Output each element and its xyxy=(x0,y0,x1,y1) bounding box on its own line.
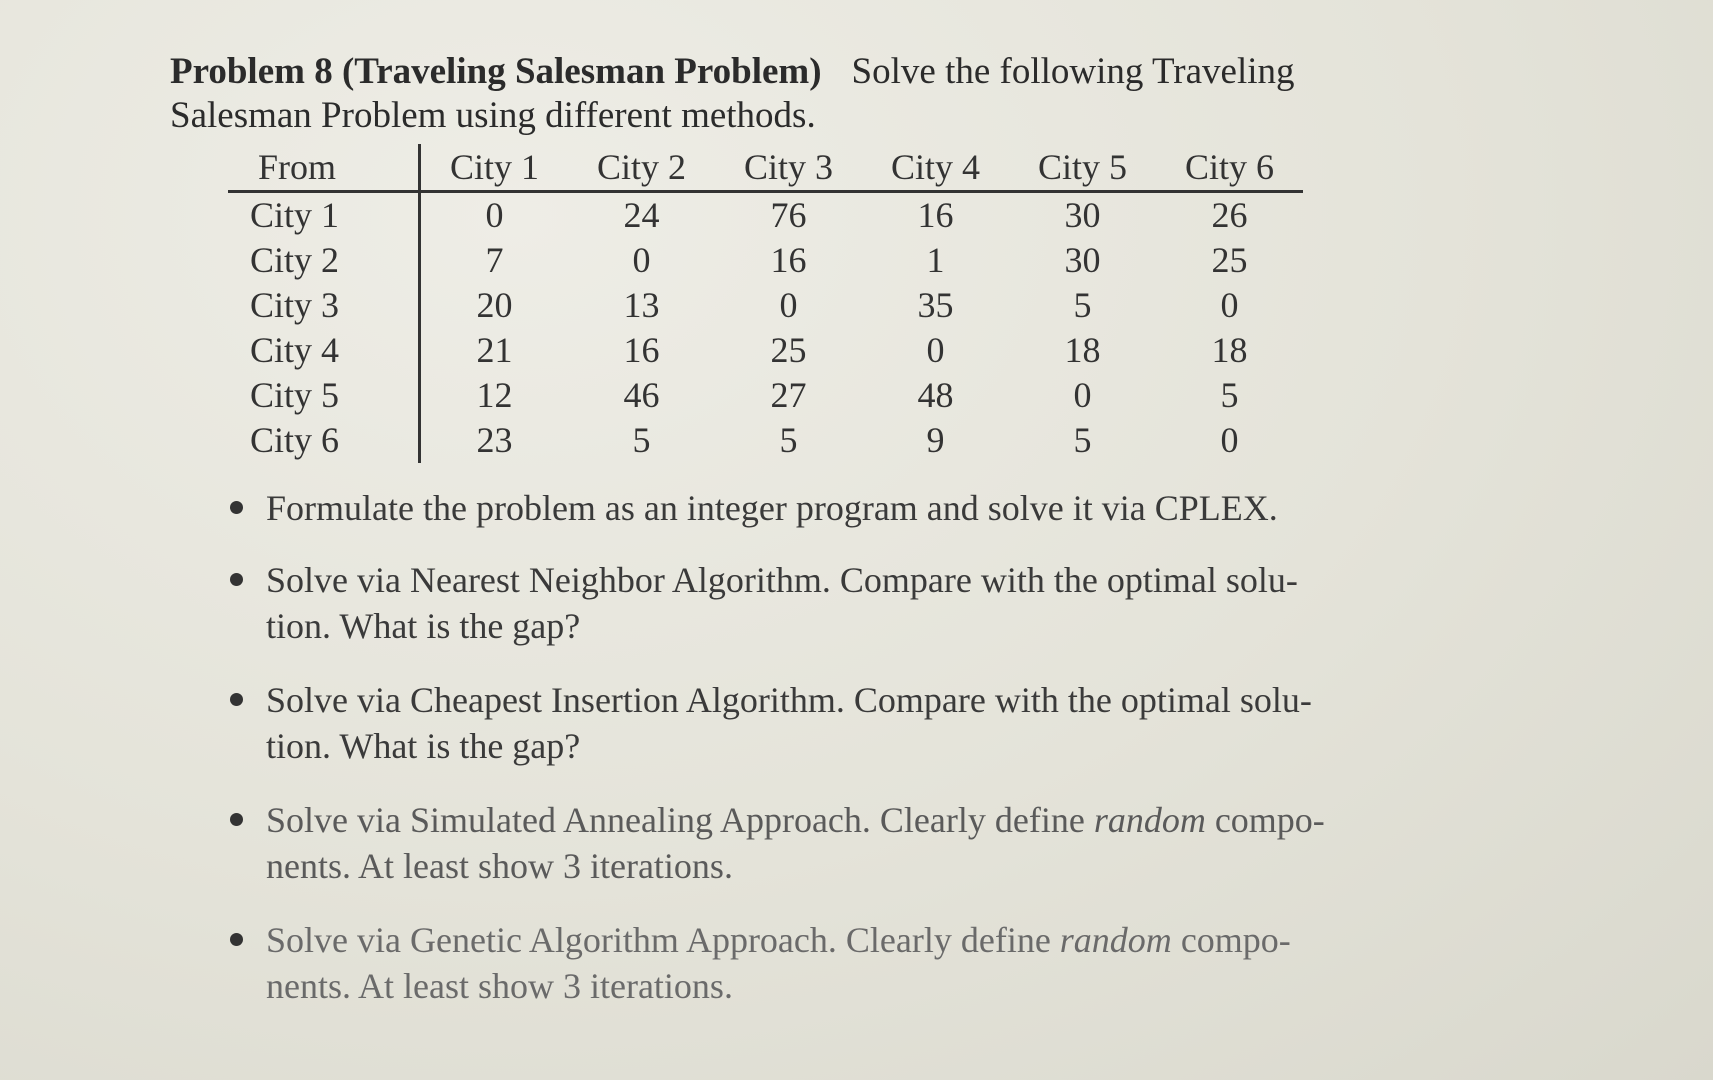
bullet-icon xyxy=(230,813,243,826)
table-cell: 26 xyxy=(1211,195,1248,235)
table-cell: 27 xyxy=(770,375,807,415)
problem-intro-line1: Solve the following Traveling xyxy=(851,51,1295,92)
table-cell: 0 xyxy=(779,285,798,325)
table-cell: 20 xyxy=(476,285,513,325)
table-cell: 7 xyxy=(485,240,504,280)
column-header: City 3 xyxy=(715,144,862,192)
table-cell: 30 xyxy=(1064,240,1101,280)
list-item xyxy=(230,797,1470,889)
row-label: City 4 xyxy=(228,328,420,373)
emphasis-random: random xyxy=(1093,800,1206,840)
table-row xyxy=(228,418,1303,463)
list-item xyxy=(230,677,1470,769)
task-text-continued: tion. What is the gap? xyxy=(266,606,581,646)
table-cell: 23 xyxy=(476,420,513,460)
problem-title: Problem 8 (Traveling Salesman Problem) xyxy=(170,51,822,92)
table-cell: 13 xyxy=(623,285,660,325)
table-header-row xyxy=(228,144,1303,192)
table-cell: 0 xyxy=(1220,420,1239,460)
task-text: Solve via Genetic Algorithm Approach. Clearly define random compo- xyxy=(266,920,1291,960)
table-row xyxy=(228,328,1303,373)
table-cell: 0 xyxy=(1073,375,1092,415)
table-cell: 5 xyxy=(632,420,651,460)
table-cell: 30 xyxy=(1064,195,1101,235)
table-cell: 24 xyxy=(623,195,660,235)
table-cell: 46 xyxy=(623,375,660,415)
emphasis-random: random xyxy=(1059,920,1172,960)
column-header: City 2 xyxy=(568,144,715,192)
column-header: City 1 xyxy=(420,144,569,192)
table-cell: 76 xyxy=(770,195,807,235)
list-item xyxy=(230,485,1470,531)
list-item xyxy=(230,557,1470,649)
table-row xyxy=(228,192,1303,239)
table-cell: 1 xyxy=(926,240,945,280)
table-row xyxy=(228,238,1303,283)
table-cell: 18 xyxy=(1064,330,1101,370)
table-cell: 48 xyxy=(917,375,954,415)
task-text-continued: tion. What is the gap? xyxy=(266,726,581,766)
bullet-icon xyxy=(230,693,243,706)
table-cell: 16 xyxy=(623,330,660,370)
table-cell: 21 xyxy=(476,330,513,370)
table-cell: 0 xyxy=(485,195,504,235)
table-cell: 5 xyxy=(1073,420,1092,460)
table-cell: 16 xyxy=(770,240,807,280)
task-text: Formulate the problem as an integer program and solve it via CPLEX. xyxy=(266,488,1278,528)
table-cell: 25 xyxy=(1211,240,1248,280)
problem-intro-line2: Salesman Problem using different methods. xyxy=(170,95,816,136)
task-text: Solve via Nearest Neighbor Algorithm. Compare with the optimal solu- xyxy=(266,560,1298,600)
table-cell: 16 xyxy=(917,195,954,235)
table-cell: 5 xyxy=(1220,375,1239,415)
table-cell: 0 xyxy=(1220,285,1239,325)
table-cell: 12 xyxy=(476,375,513,415)
column-header: City 6 xyxy=(1156,144,1303,192)
row-label: City 1 xyxy=(228,192,420,239)
distance-table xyxy=(228,144,1303,463)
table-cell: 0 xyxy=(926,330,945,370)
table-row xyxy=(228,283,1303,328)
row-label: City 5 xyxy=(228,373,420,418)
table-cell: 0 xyxy=(632,240,651,280)
column-header: City 5 xyxy=(1009,144,1156,192)
column-header: City 4 xyxy=(862,144,1009,192)
table-corner-label: From xyxy=(228,144,420,192)
task-list xyxy=(230,485,1470,1037)
list-item xyxy=(230,917,1470,1009)
row-label: City 3 xyxy=(228,283,420,328)
row-label: City 2 xyxy=(228,238,420,283)
task-text-continued: nents. At least show 3 iterations. xyxy=(266,966,733,1006)
table-cell: 35 xyxy=(917,285,954,325)
table-cell: 18 xyxy=(1211,330,1248,370)
row-label: City 6 xyxy=(228,418,420,463)
task-text-continued: nents. At least show 3 iterations. xyxy=(266,846,733,886)
table-cell: 5 xyxy=(779,420,798,460)
table-cell: 5 xyxy=(1073,285,1092,325)
problem-heading xyxy=(170,50,1470,138)
table-row xyxy=(228,373,1303,418)
bullet-icon xyxy=(230,933,243,946)
bullet-icon xyxy=(230,501,243,514)
table-cell: 9 xyxy=(926,420,945,460)
task-text: Solve via Cheapest Insertion Algorithm. Compare with the optimal solu- xyxy=(266,680,1312,720)
task-text: Solve via Simulated Annealing Approach. Clearly define random compo- xyxy=(266,800,1325,840)
bullet-icon xyxy=(230,573,243,586)
table-cell: 25 xyxy=(770,330,807,370)
